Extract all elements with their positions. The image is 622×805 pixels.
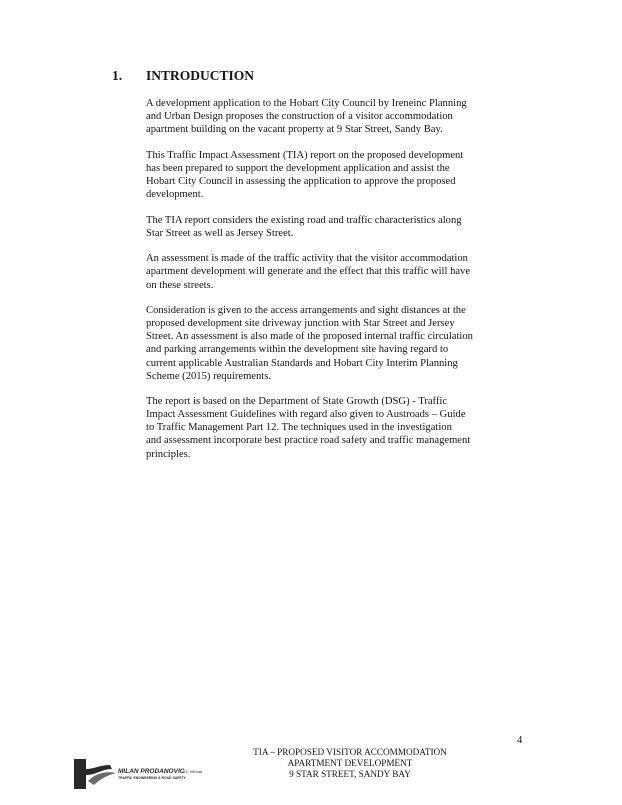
paragraph xyxy=(146,395,518,460)
text-line: Star Street as well as Jersey Street. xyxy=(146,227,294,239)
text-line: current applicable Australian Standards and Hobart City Interim Planning xyxy=(146,357,458,369)
logo-name: MILAN PRODANOVIC xyxy=(118,768,185,775)
paragraph xyxy=(146,214,518,240)
text-line: on these streets. xyxy=(146,279,214,291)
text-line: Impact Assessment Guidelines with regard also given to Austroads – Guide xyxy=(146,409,466,421)
text-line: and Urban Design proposes the construction of a visitor accommodation xyxy=(146,111,453,123)
paragraph xyxy=(146,149,518,201)
footer-line: APARTMENT DEVELOPMENT xyxy=(287,758,413,768)
text-line: Scheme (2015) requirements. xyxy=(146,370,272,382)
section-number: 1. xyxy=(112,68,123,83)
text-line: Hobart City Council in assessing the application to approve the proposed xyxy=(146,175,456,187)
text-line: An assessment is made of the traffic activity that the visitor accommodation xyxy=(146,253,468,265)
text-line: principles. xyxy=(146,448,191,460)
section-title: INTRODUCTION xyxy=(146,68,255,83)
text-line: and parking arrangements within the development site having regard to xyxy=(146,344,449,356)
logo-suffix: B.E. MIEAust xyxy=(183,770,202,774)
text-line: Consideration is given to the access arrangements and sight distances at the xyxy=(146,305,466,317)
footer-line: 9 STAR STREET, SANDY BAY xyxy=(289,769,411,779)
text-line: and assessment incorporate best practice road safety and traffic management xyxy=(146,435,471,447)
section-heading xyxy=(112,68,254,84)
text-line: development. xyxy=(146,189,204,201)
text-line: apartment development will generate and the effect that this traffic will have xyxy=(146,266,471,278)
text-line: The TIA report considers the existing road and traffic characteristics along xyxy=(146,214,462,226)
logo-tagline: TRAFFIC ENGINEERING & ROAD SAFETY xyxy=(118,776,186,780)
text-line: A development application to the Hobart City Council by Ireneinc Planning xyxy=(146,98,467,109)
page-footer xyxy=(230,747,470,780)
text-line: The report is based on the Department of State Growth (DSG) - Traffic xyxy=(146,396,448,408)
text-line: Street. An assessment is also made of the proposed internal traffic circulation xyxy=(146,331,473,343)
paragraph xyxy=(146,97,518,136)
company-logo xyxy=(72,753,222,793)
paragraph xyxy=(146,252,518,291)
page-number: 4 xyxy=(517,735,523,746)
body-text xyxy=(146,97,518,473)
text-line: This Traffic Impact Assessment (TIA) report on the proposed development xyxy=(146,149,464,161)
text-line: to Traffic Management Part 12. The techniques used in the investigation xyxy=(146,422,452,434)
footer-line: TIA – PROPOSED VISITOR ACCOMMODATION xyxy=(253,747,447,757)
paragraph xyxy=(146,304,518,383)
text-line: has been prepared to support the development application and assist the xyxy=(146,162,450,174)
text-line: apartment building on the vacant property at 9 Star Street, Sandy Bay. xyxy=(146,124,443,136)
text-line: proposed development site driveway junction with Star Street and Jersey xyxy=(146,318,455,330)
